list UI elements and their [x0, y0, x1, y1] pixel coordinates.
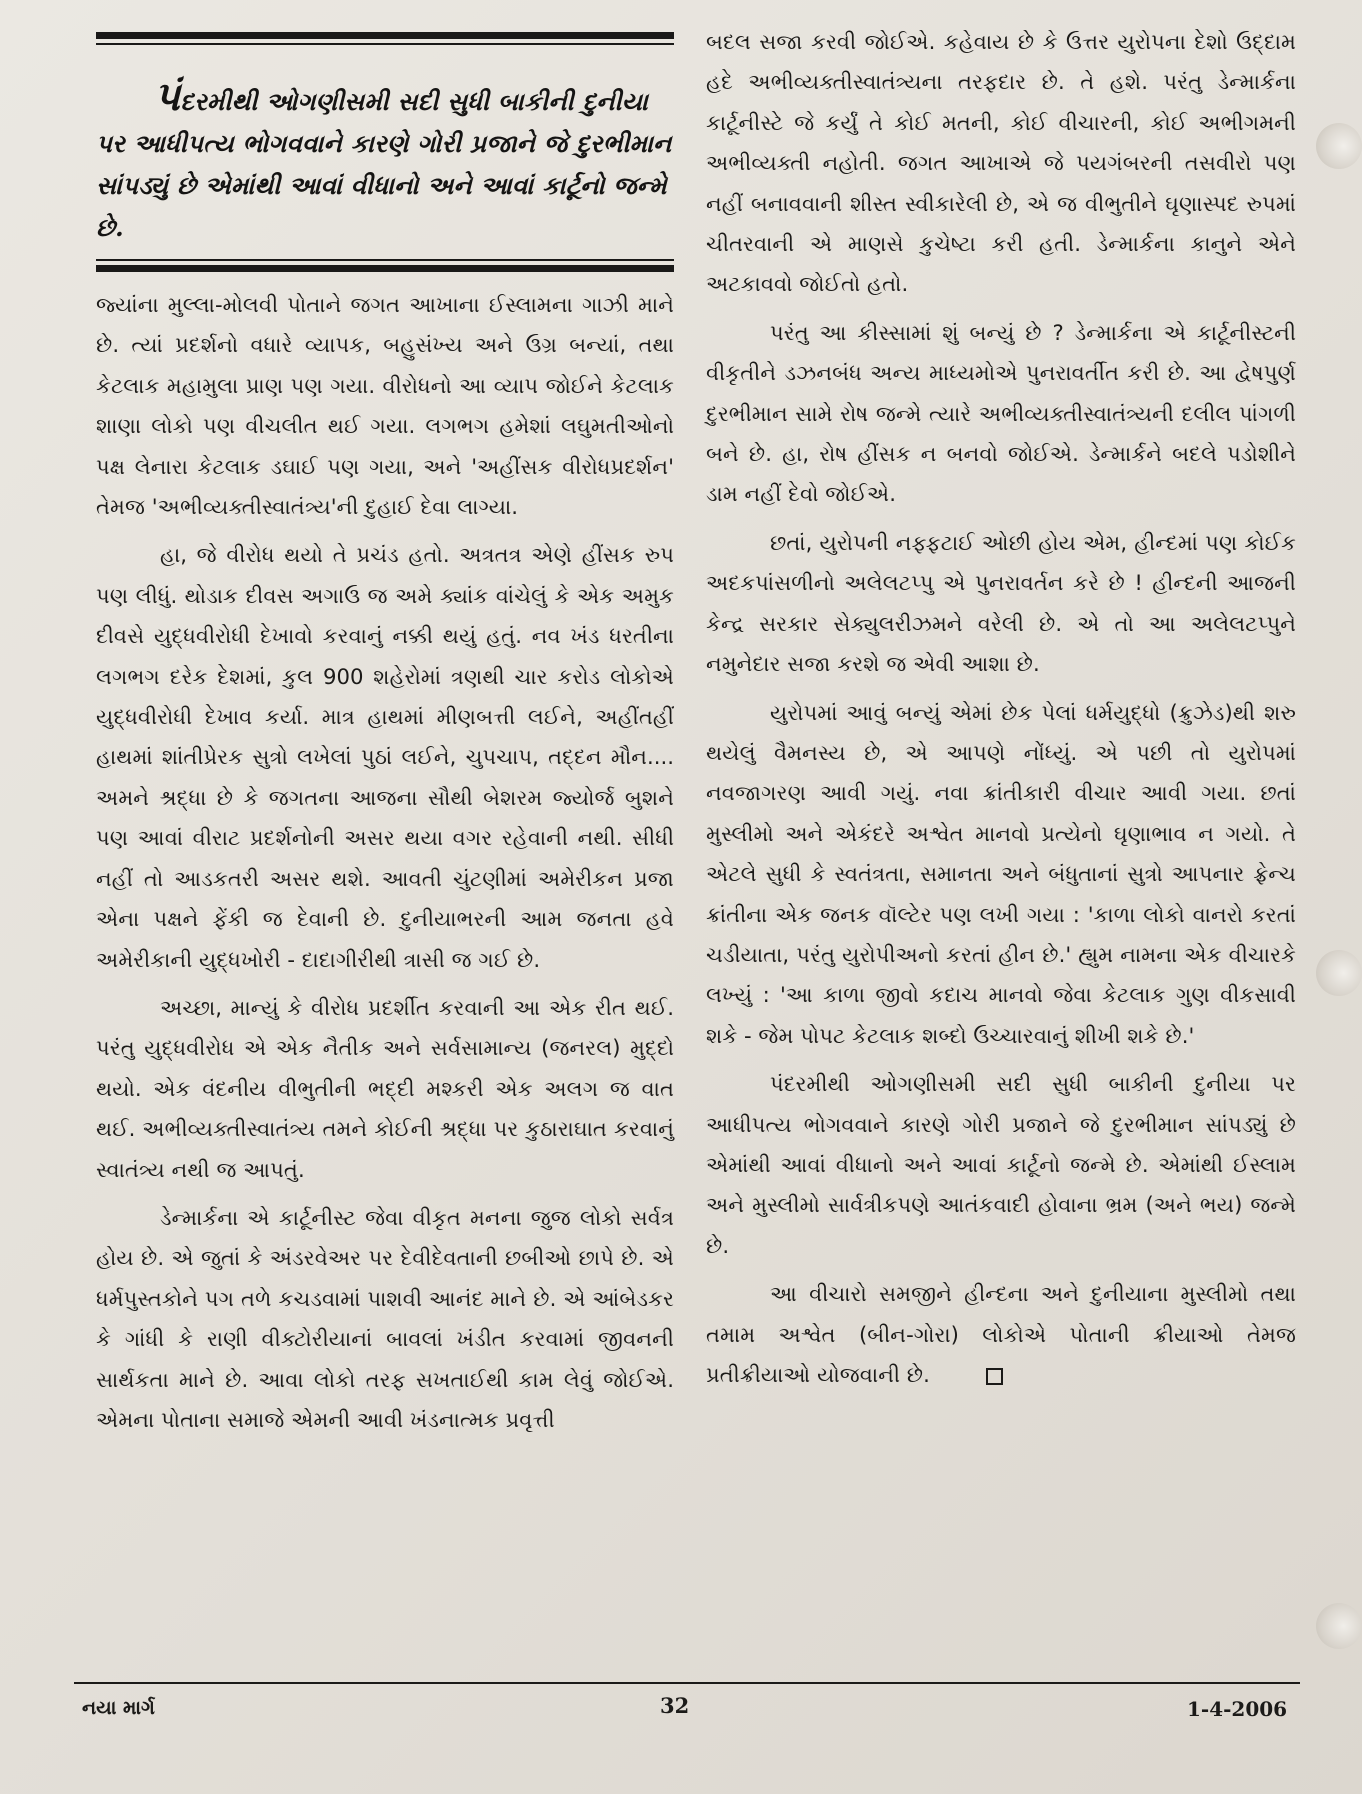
paragraph: છતાં, યુરોપની નફ્ફટાઈ ઓછી હોય એમ, હીન્દમાં પણ કોઈક અદકપાંસળીનો અલેલટપ્પુ એ પુનરાવર્તન કરે છે ! હીન્દની આજની કેન્દ્ર સરકાર સેક્યુલરીઝમને વરેલી છે. એ તો આ અલેલટપ્પુને નમુનેદાર સજા કરશે જ એવી આશા છે. — [706, 529, 1296, 677]
paragraph: પરંતુ આ કીસ્સામાં શું બન્યું છે ? ડેન્માર્કના એ કાર્ટૂનીસ્ટની વીકૃતીને ડઝનબંધ અન્ય માધ્યમોએ પુનરાવર્તીત કરી છે. આ દ્વેષપુર્ણ દુરભીમાન સામે રોષ જન્મે ત્યારે અભીવ્યક્તીસ્વાતંત્ર્યની દલીલ પાંગળી બને છે. હા, રોષ હીંસક ન બનવો જોઈએ. ડેન્માર્કને બદલે પડોશીને ડામ નહીં દેવો જોઈએ. — [706, 319, 1296, 507]
footer-rule — [74, 1682, 1300, 1684]
final-paragraph-text: આ વીચારો સમજીને હીન્દના અને દુનીયાના મુસ્લીમો તથા તમામ અશ્વેત (બીન-ગોરા) લોકોએ પોતાની ક્રીયાઓ તેમજ પ્રતીક્રીયાઓ યોજવાની છે. — [706, 1281, 1296, 1387]
paragraph: પંદરમીથી ઓગણીસમી સદી સુધી બાકીની દુનીયા પર આધીપત્ય ભોગવવાને કારણે ગોરી પ્રજાને જે દુરભીમાન સાંપડ્યું છે એમાંથી આવાં વીધાનો અને આવાં કાર્ટૂનો જન્મે છે. એમાંથી ઈસ્લામ અને મુસ્લીમો સાર્વત્રીકપણે આતંકવાદી હોવાના ભ્રમ (અને ભય) જન્મે છે. — [706, 1071, 1296, 1258]
paragraph: અચ્છા, માન્યું કે વીરોધ પ્રદર્શીત કરવાની આ એક રીત થઈ. પરંતુ યુદ્ધવીરોધ એ એક નૈતીક અને સર્વસામાન્ય (જનરલ) મુદ્દો થયો. એક વંદનીય વીભુતીની ભદ્દી મશ્કરી એક અલગ જ વાત થઈ. અભીવ્યક્તીસ્વાતંત્ર્ય તમને કોઈની શ્રદ્ધા પર કુઠારાઘાત કરવાનું સ્વાતંત્ર્ય નથી જ આપતું. — [96, 994, 674, 1182]
paragraph: હા, જે વીરોધ થયો તે પ્રચંડ હતો. અત્રતત્ર એણે હીંસક રુપ પણ લીધું. થોડાક દીવસ અગાઉ જ અમે ક્યાંક વાંચેલું કે એક અમુક દીવસે યુદ્ધવીરોધી દેખાવો કરવાનું નક્કી થયું હતું. નવ ખંડ ધરતીના લગભગ દરેક દેશમાં, કુલ 900 શહેરોમાં ત્રણથી ચાર કરોડ લોકોએ યુદ્ધવીરોધી દેખાવ કર્યા. માત્ર હાથમાં મીણબત્તી લઈને, અહીંતહીં હાથમાં શાંતીપ્રેરક સુત્રો લખેલાં પુઠાં લઈને, ચુપચાપ, તદ્દન મૌન.... અમને શ્રદ્ધા છે કે જગતના આજના સૌથી બેશરમ જ્યોર્જ બુશને પણ આવાં વીરાટ પ્રદર્શનોની અસર થયા વગર રહેવાની નથી. સીધી નહીં તો આડકતરી અસર થશે. આવતી ચુંટણીમાં અમેરીકન પ્રજા એના પક્ષને ફેંકી જ દેવાની છે. દુનીયાભરની આમ જનતા હવે અમેરીકાની યુદ્ધખોરી - દાદાગીરીથી ત્રાસી જ ગઈ છે. — [96, 542, 674, 972]
page-number: 32 — [660, 1693, 690, 1718]
binding-hole — [1316, 1603, 1362, 1649]
pullquote-bottom-rule — [96, 265, 674, 272]
right-column — [706, 22, 1296, 1395]
binding-hole — [1316, 123, 1362, 169]
left-column — [96, 285, 674, 1448]
pullquote — [96, 73, 674, 249]
end-mark-icon — [986, 1368, 1003, 1385]
pullquote-top-rule-thin — [96, 43, 674, 45]
pullquote-dropcap: પં — [154, 73, 181, 120]
paragraph: બદલ સજા કરવી જોઈએ. કહેવાય છે કે ઉત્તર યુરોપના દેશો ઉદ્દામ હદે અભીવ્યક્તીસ્વાતંત્ર્યના તરફદાર છે. તે હશે. પરંતુ ડેન્માર્કના કાર્ટૂનીસ્ટે જે કર્યું તે કોઈ મતની, કોઈ વીચારની, કોઈ અભીગમની અભીવ્યક્તી નહોતી. જગત આખાએ જે પયગંબરની તસવીરો પણ નહીં બનાવવાની શીસ્ત સ્વીકારેલી છે, એ જ વીભુતીને ઘૃણાસ્પદ રુપમાં ચીતરવાની એ માણસે કુચેષ્ટા કરી હતી. ડેન્માર્કના કાનુને એને અટકાવવો જોઈતો હતો. — [706, 29, 1296, 297]
pullquote-text: દરમીથી ઓગણીસમી સદી સુધી બાકીની દુનીયા પર આધીપત્ય ભોગવવાને કારણે ગોરી પ્રજાને જે દુરભીમાન સાંપડ્યું છે એમાંથી આવાં વીધાનો અને આવાં કાર્ટૂનો જન્મે છે. — [96, 87, 672, 242]
issue-date: 1-4-2006 — [1187, 1697, 1288, 1721]
final-paragraph — [706, 1274, 1296, 1395]
paragraph: જ્યાંના મુલ્લા-મોલવી પોતાને જગત આખાના ઈસ્લામના ગાઝી માને છે. ત્યાં પ્રદર્શનો વધારે વ્યાપક, બહુસંખ્ય અને ઉગ્ર બન્યાં, તથા કેટલાક મહામુલા પ્રાણ પણ ગયા. વીરોધનો આ વ્યાપ જોઈને કેટલાક શાણા લોકો પણ વીચલીત થઈ ગયા. લગભગ હમેશાં લઘુમતીઓનો પક્ષ લેનારા કેટલાક ડઘાઈ પણ ગયા, અને 'અહીંસક વીરોધપ્રદર્શન' તેમજ 'અભીવ્યક્તીસ્વાતંત્ર્ય'ની દુહાઈ દેવા લાગ્યા. — [96, 292, 674, 520]
binding-hole — [1316, 950, 1362, 996]
paragraph: ડેન્માર્કના એ કાર્ટૂનીસ્ટ જેવા વીકૃત મનના જુજ લોકો સર્વત્ર હોય છે. એ જુતાં કે અંડરવેઅર પર દેવીદેવતાની છબીઓ છાપે છે. એ ધર્મપુસ્તકોને પગ તળે કચડવામાં પાશવી આનંદ માને છે. એ આંબેડકર કે ગાંધી કે રાણી વીક્ટોરીયાનાં બાવલાં ખંડીત કરવામાં જીવનની સાર્થકતા માને છે. આવા લોકો તરફ સખતાઈથી કામ લેવું જોઈએ. એમના પોતાના સમાજે એમની આવી ખંડનાત્મક પ્રવૃત્તી — [96, 1204, 674, 1432]
paragraph: યુરોપમાં આવું બન્યું એમાં છેક પેલાં ધર્મયુદ્ધો (ક્રુઝેડ)થી શરુ થયેલું વૈમનસ્ય છે, એ આપણે નોંધ્યું. એ પછી તો યુરોપમાં નવજાગરણ આવી ગયું. નવા ક્રાંતીકારી વીચાર આવી ગયા. છતાં મુસ્લીમો અને એકંદરે અશ્વેત માનવો પ્રત્યેનો ઘૃણાભાવ ન ગયો. તે એટલે સુધી કે સ્વતંત્રતા, સમાનતા અને બંધુતાનાં સુત્રો આપનાર ફ્રેન્ચ ક્રાંતીના એક જનક વૉલ્ટેર પણ લખી ગયા : 'કાળા લોકો વાનરો કરતાં ચડીયાતા, પરંતુ યુરોપીઅનો કરતાં હીન છે.' હ્યુમ નામના એક વીચારકે લખ્યું : 'આ કાળા જીવો કદાચ માનવો જેવા કેટલાક ગુણ વીકસાવી શકે - જેમ પોપટ કેટલાક શબ્દો ઉચ્ચારવાનું શીખી શકે છે.' — [706, 699, 1296, 1048]
publication-name: નયા માર્ગ — [82, 1697, 155, 1719]
pullquote-top-rule — [96, 32, 674, 39]
pullquote-bottom-rule-thin — [96, 259, 674, 261]
